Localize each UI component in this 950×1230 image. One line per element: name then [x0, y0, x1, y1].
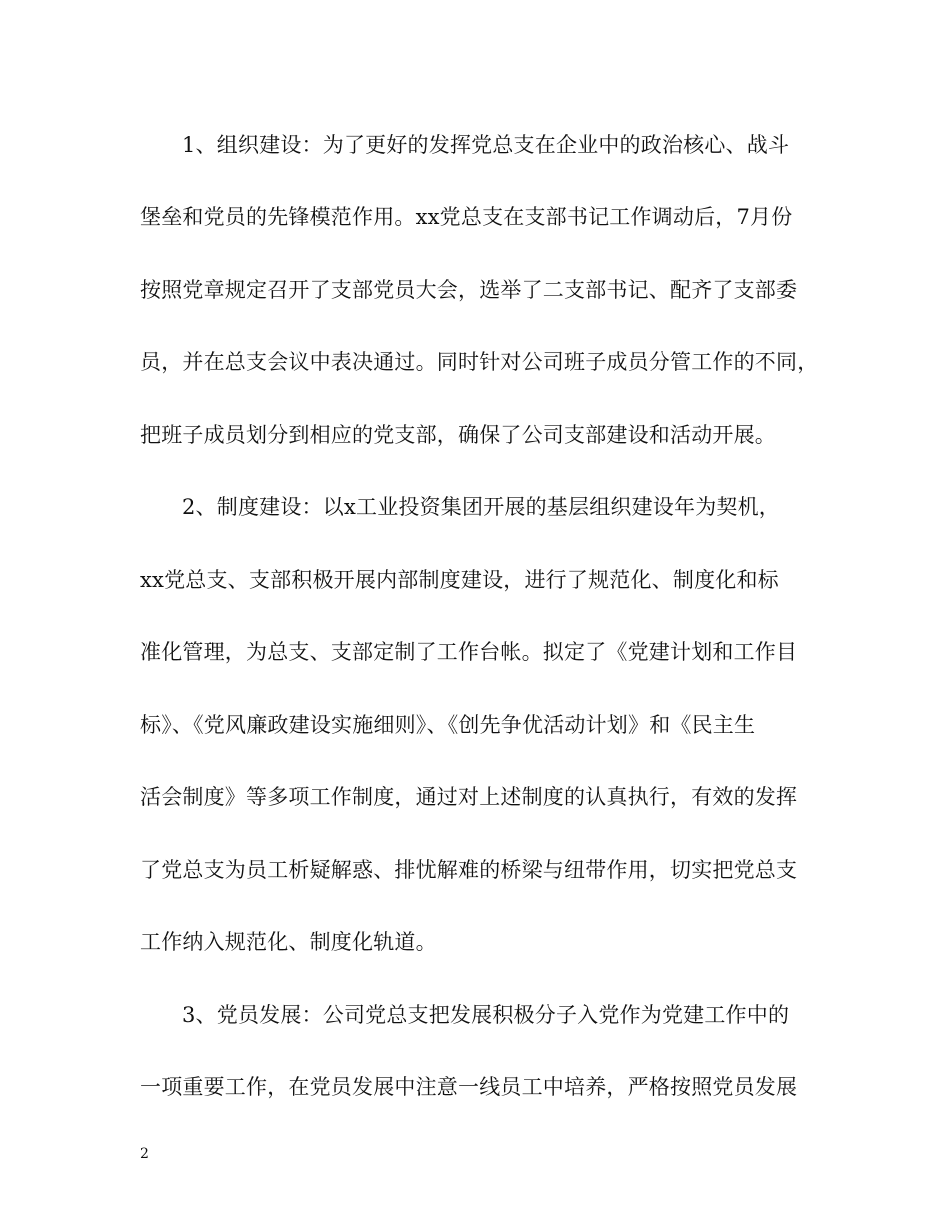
paragraph-1-line-4: 员，并在总支会议中表决通过。同时针对公司班子成员分管工作的不同，	[140, 350, 819, 374]
paragraph-3-line-1: 3、党员发展：公司党总支把发展积极分子入党作为党建工作中的	[182, 1003, 790, 1027]
paragraph-2-line-3: 准化管理，为总支、支部定制了工作台帐。拟定了《党建计划和工作目	[140, 640, 798, 664]
paragraph-2-line-4: 标》、《党风廉政建设实施细则》、《创先争优活动计划》和《民主生	[140, 713, 756, 737]
paragraph-1-line-5: 把班子成员划分到相应的党支部，确保了公司支部建设和活动开展。	[140, 423, 776, 447]
paragraph-1-line-2: 堡垒和党员的先锋模范作用。xx党总支在支部书记工作调动后，7月份	[140, 205, 793, 229]
paragraph-2-line-5: 活会制度》等多项工作制度，通过对上述制度的认真执行，有效的发挥	[140, 785, 798, 809]
paragraph-2-line-1: 2、制度建设：以x工业投资集团开展的基层组织建设年为契机，	[182, 495, 781, 519]
page-number: 2	[140, 1146, 149, 1162]
paragraph-2-line-2: xx党总支、支部积极开展内部制度建设，进行了规范化、制度化和标	[140, 568, 779, 592]
paragraph-2-line-6: 了党总支为员工析疑解惑、排忧解难的桥梁与纽带作用，切实把党总支	[140, 858, 798, 882]
paragraph-3-line-2: 一项重要工作，在党员发展中注意一线员工中培养，严格按照党员发展	[140, 1075, 798, 1099]
paragraph-1-line-3: 按照党章规定召开了支部党员大会，选举了二支部书记、配齐了支部委	[140, 278, 798, 302]
paragraph-2-line-7: 工作纳入规范化、制度化轨道。	[140, 930, 437, 954]
paragraph-1-line-1: 1、组织建设：为了更好的发挥党总支在企业中的政治核心、战斗	[182, 133, 790, 157]
